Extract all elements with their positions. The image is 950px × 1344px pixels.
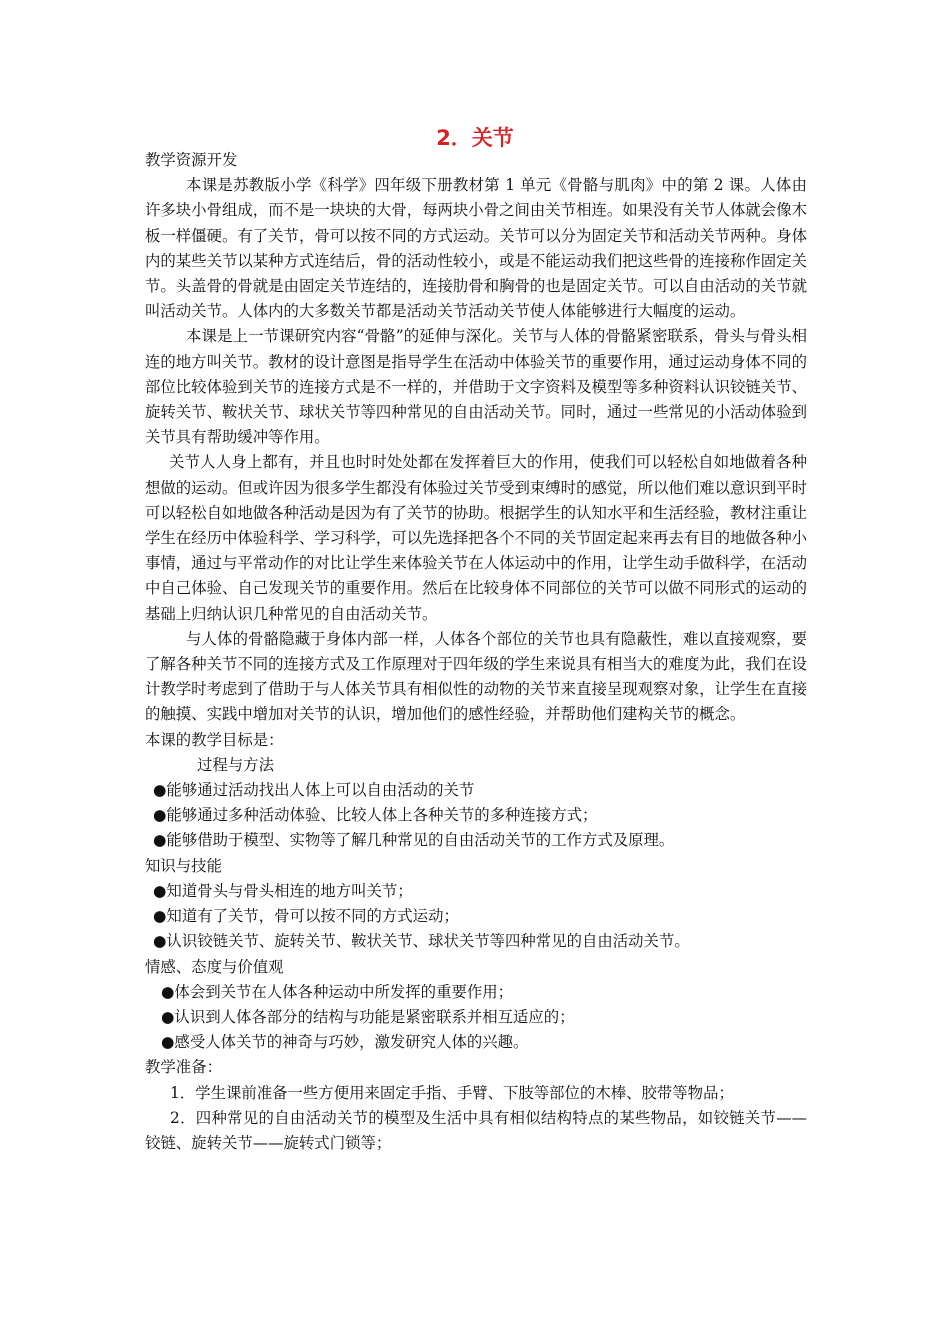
attitude-item: ●认识到人体各部分的结构与功能是紧密联系并相互适应的；	[161, 1007, 575, 1026]
process-item: ●能够借助于模型、实物等了解几种常见的自由活动关节的工作方式及原理。	[153, 831, 675, 850]
prep-item: 2．四种常见的自由活动关节的模型及生活中具有相似结构特点的某些物品，如铰链关节——铰链、旋转关节——旋转式门锁等；	[145, 1108, 807, 1152]
paragraph: 关节人人身上都有，并且也时时处处都在发挥着巨大的作用，使我们可以轻松自如地做着各种想做的运动。但或许因为很多学生都没有体验过关节受到束缚时的感觉，所以他们难以意识到平时可以轻松自如地做各种活动是因为有了关节的协助。根据学生的认知水平和生活经验，教材注重让学生在经历中体验科学、学习科学，可以先选择把各个不同的关节固定起来再去有目的地做各种小事情，通过与平常动作的对比让学生来体验关节在人体运动中的作用，让学生动手做科学，在活动中自己体验、自己发现关节的重要作用。然后在比较身体不同部位的关节可以做不同形式的运动的基础上归纳认识几种常见的自由活动关节。	[145, 453, 807, 623]
prep-item: 1．学生课前准备一些方便用来固定手指、手臂、下肢等部位的木棒、胶带等物品；	[170, 1083, 734, 1102]
attitude-item: ●感受人体关节的神奇与巧妙，激发研究人体的兴趣。	[161, 1033, 529, 1052]
process-item: ●能够通过活动找出人体上可以自由活动的关节	[153, 781, 475, 800]
document-body	[145, 148, 807, 1156]
document-title: 2．关节	[436, 126, 514, 150]
paragraph: 本课是苏教版小学《科学》四年级下册教材第 1 单元《骨骼与肌肉》中的第 2 课。人体由许多块小骨组成，而不是一块块的大骨，每两块小骨之间由关节相连。如果没有关节人体就会像木板一样僵硬。有了关节，骨可以按不同的方式运动。关节可以分为固定关节和活动关节两种。身体内的某些关节以某种方式连结后，骨的活动性较小，或是不能运动我们把这些骨的连接称作固定关节。头盖骨的骨就是由固定关节连结的，连接肋骨和胸骨的也是固定关节。可以自由活动的关节就叫活动关节。人体内的大多数关节都是活动关节活动关节使人体能够进行大幅度的运动。	[145, 176, 807, 321]
prep-heading: 教学准备：	[145, 1058, 222, 1077]
paragraph: 本课是上一节课研究内容“骨骼”的延伸与深化。关节与人体的骨骼紧密联系，骨头与骨头相连的地方叫关节。教材的设计意图是指导学生在活动中体验关节的重要作用，通过运动身体不同的部位比较体验到关节的连接方式是不一样的，并借助于文字资料及模型等多种资料认识铰链关节、旋转关节、鞍状关节、球状关节等四种常见的自由活动关节。同时，通过一些常见的小活动体验到关节具有帮助缓冲等作用。	[145, 327, 807, 447]
attitude-heading: 情感、态度与价值观	[145, 957, 284, 976]
process-item: ●能够通过多种活动体验、比较人体上各种关节的多种连接方式；	[153, 806, 598, 825]
knowledge-item: ●认识铰链关节、旋转关节、鞍状关节、球状关节等四种常见的自由活动关节。	[153, 932, 690, 951]
section-heading: 教学资源开发	[145, 151, 238, 169]
process-heading: 过程与方法	[197, 755, 274, 774]
attitude-item: ●体会到关节在人体各种运动中所发挥的重要作用；	[161, 982, 514, 1001]
knowledge-heading: 知识与技能	[145, 856, 222, 875]
paragraph: 与人体的骨骼隐藏于身体内部一样，人体各个部位的关节也具有隐蔽性，难以直接观察，要了解各种关节不同的连接方式及工作原理对于四年级的学生来说具有相当大的难度为此，我们在设计教学时考虑到了借助于与人体关节具有相似性的动物的关节来直接呈现观察对象，让学生在直接的触摸、实践中增加对关节的认识，增加他们的感性经验，并帮助他们建构关节的概念。	[145, 629, 807, 724]
goals-intro: 本课的教学目标是：	[145, 730, 284, 749]
knowledge-item: ●知道骨头与骨头相连的地方叫关节；	[153, 881, 413, 900]
knowledge-item: ●知道有了关节，骨可以按不同的方式运动；	[153, 907, 459, 926]
